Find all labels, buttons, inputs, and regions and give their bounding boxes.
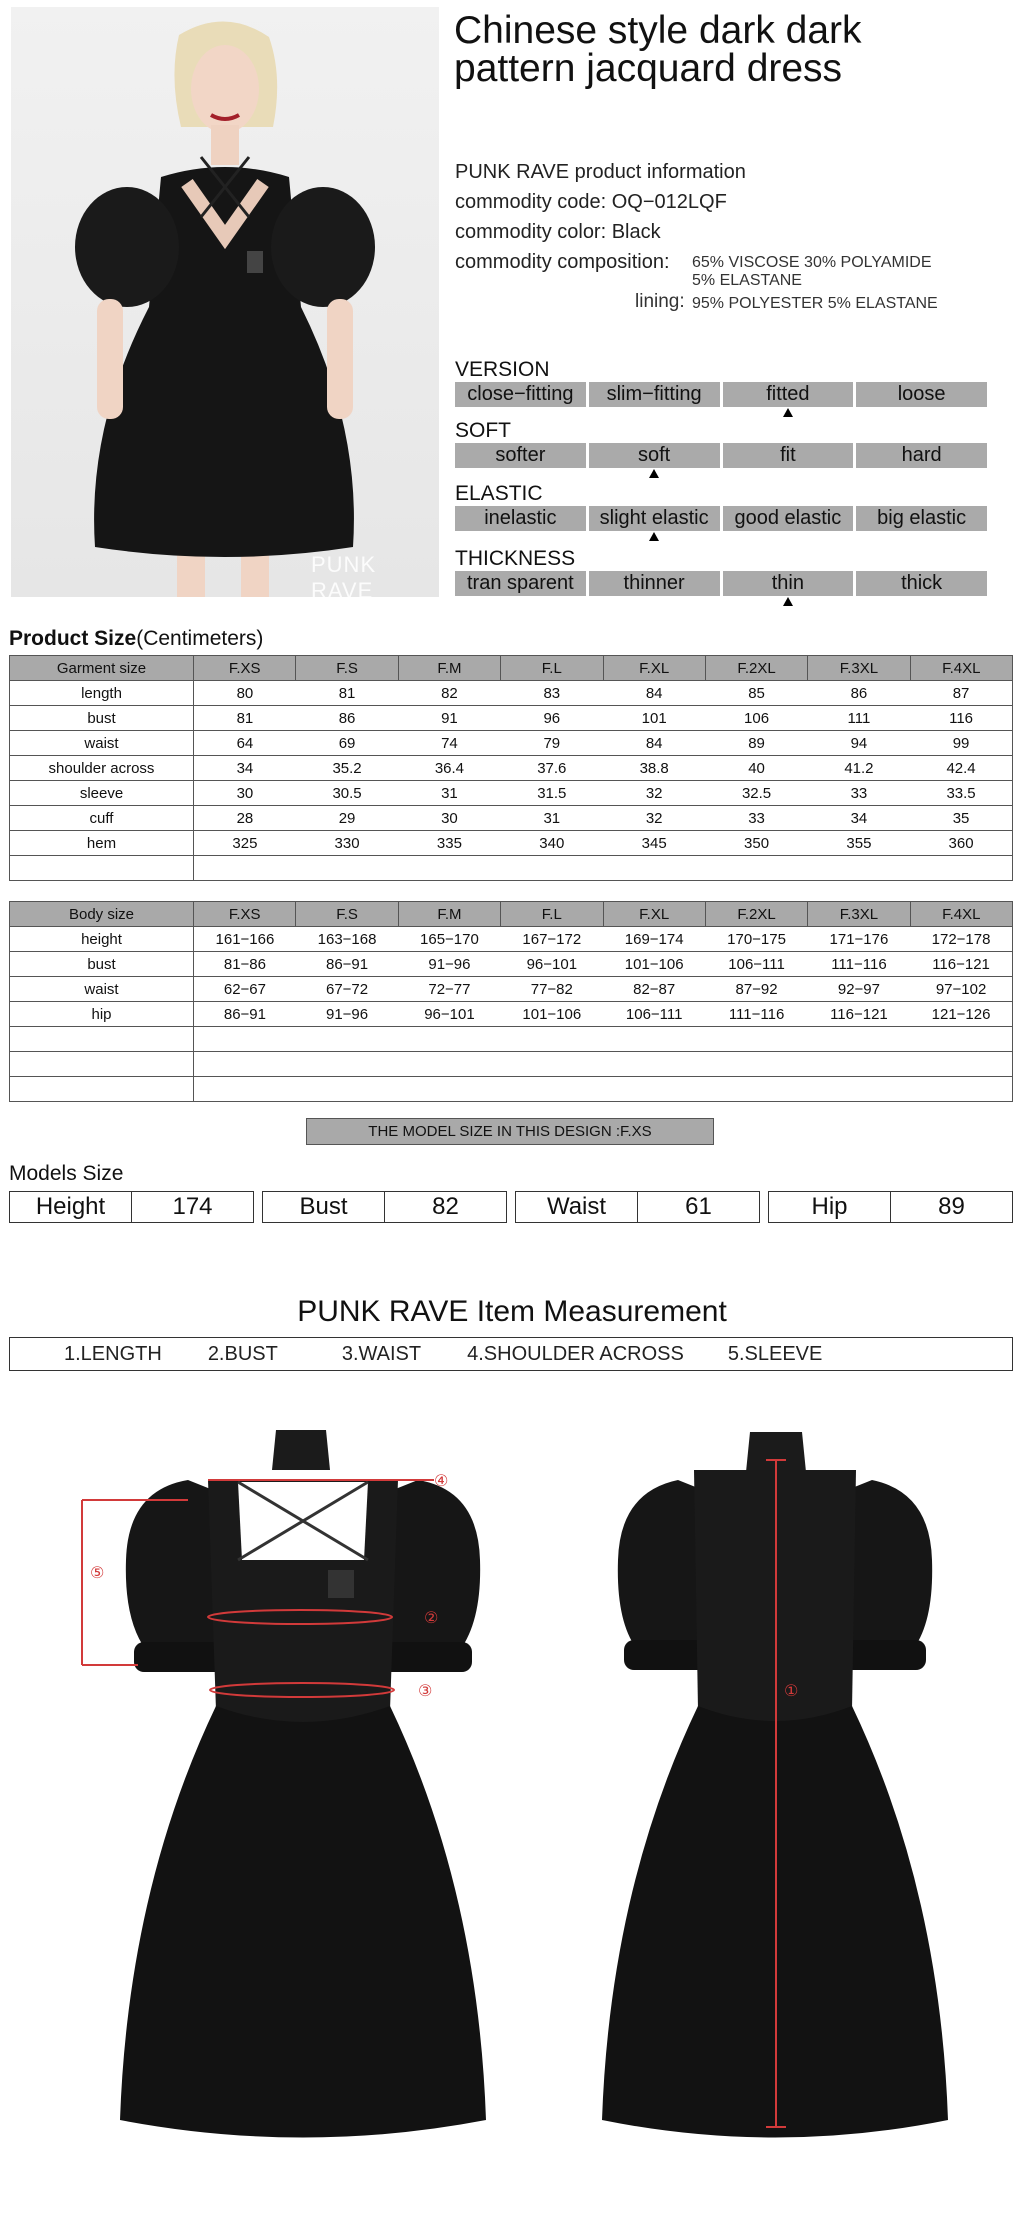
- table-corner: Body size: [10, 902, 194, 927]
- models-value: 89: [890, 1192, 1012, 1222]
- table-cell: 35: [910, 806, 1012, 831]
- table-cell: 32: [603, 781, 705, 806]
- table-cell: 111−116: [705, 1002, 807, 1027]
- row-label: shoulder across: [10, 756, 194, 781]
- models-pair-waist: [515, 1191, 760, 1223]
- back-dress-illustration: [570, 1420, 980, 2180]
- empty-cell: [10, 1027, 194, 1052]
- table-cell: 330: [296, 831, 398, 856]
- size-header: F.4XL: [910, 902, 1012, 927]
- table-row: [10, 927, 1013, 952]
- title-line-1: Chinese style dark dark: [454, 9, 862, 52]
- row-label: length: [10, 681, 194, 706]
- empty-cell: [194, 1052, 1013, 1077]
- scale-option: big elastic: [856, 506, 987, 531]
- table-cell: 96−101: [501, 952, 603, 977]
- table-cell: 29: [296, 806, 398, 831]
- scale-option: good elastic: [723, 506, 854, 531]
- scale-marker: [589, 531, 720, 543]
- scale-marker: [856, 407, 987, 419]
- table-cell: 38.8: [603, 756, 705, 781]
- table-cell: 87−92: [705, 977, 807, 1002]
- size-header: F.XL: [603, 656, 705, 681]
- scale-option: fitted: [723, 382, 854, 407]
- product-size-heading: [9, 627, 263, 651]
- table-cell: 31: [501, 806, 603, 831]
- models-size-row: [9, 1191, 1013, 1223]
- table-cell: 30: [398, 806, 500, 831]
- info-color-row: [455, 217, 746, 247]
- table-row: [10, 781, 1013, 806]
- table-cell: 34: [194, 756, 296, 781]
- table-cell: 116: [910, 706, 1012, 731]
- scale-marker: [856, 596, 987, 608]
- table-cell: 69: [296, 731, 398, 756]
- empty-row: [10, 856, 1013, 881]
- scale-marker: [455, 596, 586, 608]
- composition-line-2: 5% ELASTANE: [692, 272, 802, 289]
- empty-cell: [194, 856, 1013, 881]
- color-label: commodity color:: [455, 221, 607, 243]
- row-label: height: [10, 927, 194, 952]
- empty-row: [10, 1027, 1013, 1052]
- table-cell: 106: [705, 706, 807, 731]
- table-cell: 74: [398, 731, 500, 756]
- table-cell: 167−172: [501, 927, 603, 952]
- scale-option: thinner: [589, 571, 720, 596]
- code-value: OQ−012LQF: [611, 191, 727, 213]
- size-header: F.XS: [194, 656, 296, 681]
- empty-cell: [10, 856, 194, 881]
- table-cell: 91: [398, 706, 500, 731]
- measurement-item: 5.SLEEVE: [727, 1342, 823, 1365]
- table-cell: 86: [808, 681, 910, 706]
- size-header: F.S: [296, 656, 398, 681]
- product-size-unit: (Centimeters): [136, 627, 264, 650]
- code-label: commodity code:: [455, 191, 607, 213]
- models-value: 61: [637, 1192, 759, 1222]
- measurement-item: 1.LENGTH: [64, 1342, 162, 1365]
- row-label: hip: [10, 1002, 194, 1027]
- table-cell: 350: [705, 831, 807, 856]
- row-label: bust: [10, 706, 194, 731]
- table-cell: 77−82: [501, 977, 603, 1002]
- table-row: [10, 952, 1013, 977]
- size-header: F.2XL: [705, 656, 807, 681]
- scale-marker: [589, 407, 720, 419]
- models-label: Waist: [546, 1193, 607, 1220]
- row-label: waist: [10, 731, 194, 756]
- scale-option: close−fitting: [455, 382, 586, 407]
- table-cell: 121−126: [910, 1002, 1012, 1027]
- table-cell: 84: [603, 731, 705, 756]
- scale-option: loose: [856, 382, 987, 407]
- product-size-title: Product Size: [9, 627, 137, 650]
- table-cell: 83: [501, 681, 603, 706]
- table-cell: 106−111: [603, 1002, 705, 1027]
- scale-marker: [455, 531, 586, 543]
- scale-option: softer: [455, 443, 586, 468]
- empty-cell: [10, 1077, 194, 1102]
- size-header: F.L: [501, 656, 603, 681]
- table-cell: 32.5: [705, 781, 807, 806]
- empty-row: [10, 1052, 1013, 1077]
- scale-option: slight elastic: [589, 506, 720, 531]
- empty-cell: [10, 1052, 194, 1077]
- table-cell: 34: [808, 806, 910, 831]
- table-cell: 111: [808, 706, 910, 731]
- measurement-item: 2.BUST: [207, 1342, 278, 1365]
- table-cell: 85: [705, 681, 807, 706]
- marker-shoulder: ④: [434, 1473, 449, 1490]
- table-cell: 345: [603, 831, 705, 856]
- table-cell: 355: [808, 831, 910, 856]
- composition-label: commodity composition:: [455, 251, 670, 273]
- table-cell: 33: [808, 781, 910, 806]
- table-cell: 30.5: [296, 781, 398, 806]
- size-header: F.4XL: [910, 656, 1012, 681]
- scale-label: ELASTIC: [455, 482, 543, 505]
- table-cell: 31.5: [501, 781, 603, 806]
- table-cell: 36.4: [398, 756, 500, 781]
- table-cell: 67−72: [296, 977, 398, 1002]
- table-row: [10, 1002, 1013, 1027]
- size-header: F.3XL: [808, 902, 910, 927]
- scale-option: hard: [856, 443, 987, 468]
- measurement-item: 4.SHOULDER ACROSS: [467, 1342, 684, 1365]
- size-header: F.M: [398, 902, 500, 927]
- table-cell: 62−67: [194, 977, 296, 1002]
- model-size-note: THE MODEL SIZE IN THIS DESIGN :F.XS: [306, 1118, 714, 1145]
- table-cell: 91−96: [296, 1002, 398, 1027]
- table-cell: 165−170: [398, 927, 500, 952]
- empty-cell: [194, 1077, 1013, 1102]
- marker-sleeve: ⑤: [90, 1565, 105, 1582]
- watermark: PUNK RAVE: [311, 552, 377, 597]
- lining-value: 95% POLYESTER 5% ELASTANE: [692, 295, 938, 312]
- model-photo: [11, 7, 439, 597]
- table-cell: 96−101: [398, 1002, 500, 1027]
- product-title: [454, 9, 1014, 90]
- table-corner: Garment size: [10, 656, 194, 681]
- table-cell: 41.2: [808, 756, 910, 781]
- info-heading: PUNK RAVE product information: [455, 161, 746, 183]
- table-cell: 28: [194, 806, 296, 831]
- scale-label: SOFT: [455, 419, 511, 442]
- table-cell: 81: [194, 706, 296, 731]
- table-cell: 42.4: [910, 756, 1012, 781]
- table-row: [10, 831, 1013, 856]
- table-cell: 340: [501, 831, 603, 856]
- table-header-row: [10, 902, 1013, 927]
- scale-option: slim−fitting: [589, 382, 720, 407]
- scale-elastic: [455, 482, 987, 543]
- measurement-title: PUNK RAVE Item Measurement: [297, 1295, 727, 1328]
- models-label: Bust: [299, 1193, 348, 1220]
- table-cell: 163−168: [296, 927, 398, 952]
- table-cell: 37.6: [501, 756, 603, 781]
- scale-marker: [723, 531, 854, 543]
- size-header: F.2XL: [705, 902, 807, 927]
- marker-waist: ③: [418, 1683, 433, 1700]
- table-cell: 91−96: [398, 952, 500, 977]
- models-label: Hip: [811, 1193, 848, 1220]
- scale-marker: [856, 468, 987, 480]
- marker-bust: ②: [424, 1610, 439, 1627]
- row-label: sleeve: [10, 781, 194, 806]
- scale-label: VERSION: [455, 358, 550, 381]
- front-dress-illustration: [68, 1420, 538, 2180]
- color-value: Black: [611, 221, 661, 243]
- scale-marker: [455, 468, 586, 480]
- scale-marker: [589, 468, 720, 480]
- table-cell: 116−121: [910, 952, 1012, 977]
- table-cell: 33: [705, 806, 807, 831]
- models-value: 174: [131, 1192, 253, 1222]
- table-row: [10, 756, 1013, 781]
- table-cell: 171−176: [808, 927, 910, 952]
- scale-option: thick: [856, 571, 987, 596]
- scale-option: soft: [589, 443, 720, 468]
- table-cell: 30: [194, 781, 296, 806]
- models-pair-bust: [262, 1191, 507, 1223]
- body-size-table: [9, 901, 1013, 1102]
- table-cell: 170−175: [705, 927, 807, 952]
- table-header-row: [10, 656, 1013, 681]
- table-row: [10, 977, 1013, 1002]
- table-cell: 40: [705, 756, 807, 781]
- row-label: bust: [10, 952, 194, 977]
- table-cell: 72−77: [398, 977, 500, 1002]
- table-cell: 92−97: [808, 977, 910, 1002]
- scale-option: fit: [723, 443, 854, 468]
- scale-option: inelastic: [455, 506, 586, 531]
- table-cell: 96: [501, 706, 603, 731]
- table-cell: 116−121: [808, 1002, 910, 1027]
- scale-marker: [589, 596, 720, 608]
- table-cell: 82−87: [603, 977, 705, 1002]
- composition-line-1: 65% VISCOSE 30% POLYAMIDE: [692, 254, 932, 271]
- scale-marker: [856, 531, 987, 543]
- table-cell: 81: [296, 681, 398, 706]
- table-row: [10, 681, 1013, 706]
- table-cell: 64: [194, 731, 296, 756]
- table-cell: 33.5: [910, 781, 1012, 806]
- models-pair-hip: [768, 1191, 1013, 1223]
- scale-option: tran sparent: [455, 571, 586, 596]
- table-row: [10, 706, 1013, 731]
- size-header: F.3XL: [808, 656, 910, 681]
- table-cell: 35.2: [296, 756, 398, 781]
- models-label: Height: [35, 1193, 106, 1220]
- table-cell: 81−86: [194, 952, 296, 977]
- table-cell: 94: [808, 731, 910, 756]
- table-cell: 86−91: [296, 952, 398, 977]
- scale-marker: [723, 407, 854, 419]
- table-cell: 84: [603, 681, 705, 706]
- table-cell: 360: [910, 831, 1012, 856]
- models-pair-height: [9, 1191, 254, 1223]
- scale-option: thin: [723, 571, 854, 596]
- size-header: F.M: [398, 656, 500, 681]
- table-cell: 101−106: [603, 952, 705, 977]
- table-cell: 335: [398, 831, 500, 856]
- marker-length: ①: [784, 1683, 799, 1700]
- scale-marker: [455, 407, 586, 419]
- empty-row: [10, 1077, 1013, 1102]
- table-row: [10, 806, 1013, 831]
- scale-marker: [723, 596, 854, 608]
- table-cell: 82: [398, 681, 500, 706]
- measurement-legend: [9, 1337, 1013, 1371]
- table-cell: 80: [194, 681, 296, 706]
- scale-soft: [455, 419, 987, 480]
- table-cell: 31: [398, 781, 500, 806]
- measurement-item: 3.WAIST: [341, 1342, 422, 1365]
- scale-version: [455, 358, 987, 419]
- size-header: F.XL: [603, 902, 705, 927]
- table-cell: 86−91: [194, 1002, 296, 1027]
- models-value: 82: [384, 1192, 506, 1222]
- scale-thickness: [455, 547, 987, 608]
- table-cell: 325: [194, 831, 296, 856]
- table-cell: 169−174: [603, 927, 705, 952]
- table-row: [10, 731, 1013, 756]
- model-illustration: [11, 7, 439, 597]
- table-cell: 32: [603, 806, 705, 831]
- lining-label: lining:: [635, 291, 685, 312]
- table-cell: 97−102: [910, 977, 1012, 1002]
- scale-label: THICKNESS: [455, 547, 576, 570]
- row-label: cuff: [10, 806, 194, 831]
- size-header: F.XS: [194, 902, 296, 927]
- table-cell: 99: [910, 731, 1012, 756]
- table-cell: 89: [705, 731, 807, 756]
- garment-size-table: [9, 655, 1013, 881]
- table-cell: 161−166: [194, 927, 296, 952]
- table-cell: 79: [501, 731, 603, 756]
- size-header: F.L: [501, 902, 603, 927]
- table-cell: 101: [603, 706, 705, 731]
- table-cell: 86: [296, 706, 398, 731]
- scale-marker: [723, 468, 854, 480]
- table-cell: 172−178: [910, 927, 1012, 952]
- row-label: waist: [10, 977, 194, 1002]
- table-cell: 87: [910, 681, 1012, 706]
- title-line-2: pattern jacquard dress: [454, 47, 843, 90]
- empty-cell: [194, 1027, 1013, 1052]
- size-header: F.S: [296, 902, 398, 927]
- table-cell: 101−106: [501, 1002, 603, 1027]
- table-cell: 111−116: [808, 952, 910, 977]
- row-label: hem: [10, 831, 194, 856]
- table-cell: 106−111: [705, 952, 807, 977]
- models-size-title: Models Size: [9, 1162, 124, 1185]
- product-info: [455, 157, 938, 312]
- info-code-row: [455, 187, 746, 217]
